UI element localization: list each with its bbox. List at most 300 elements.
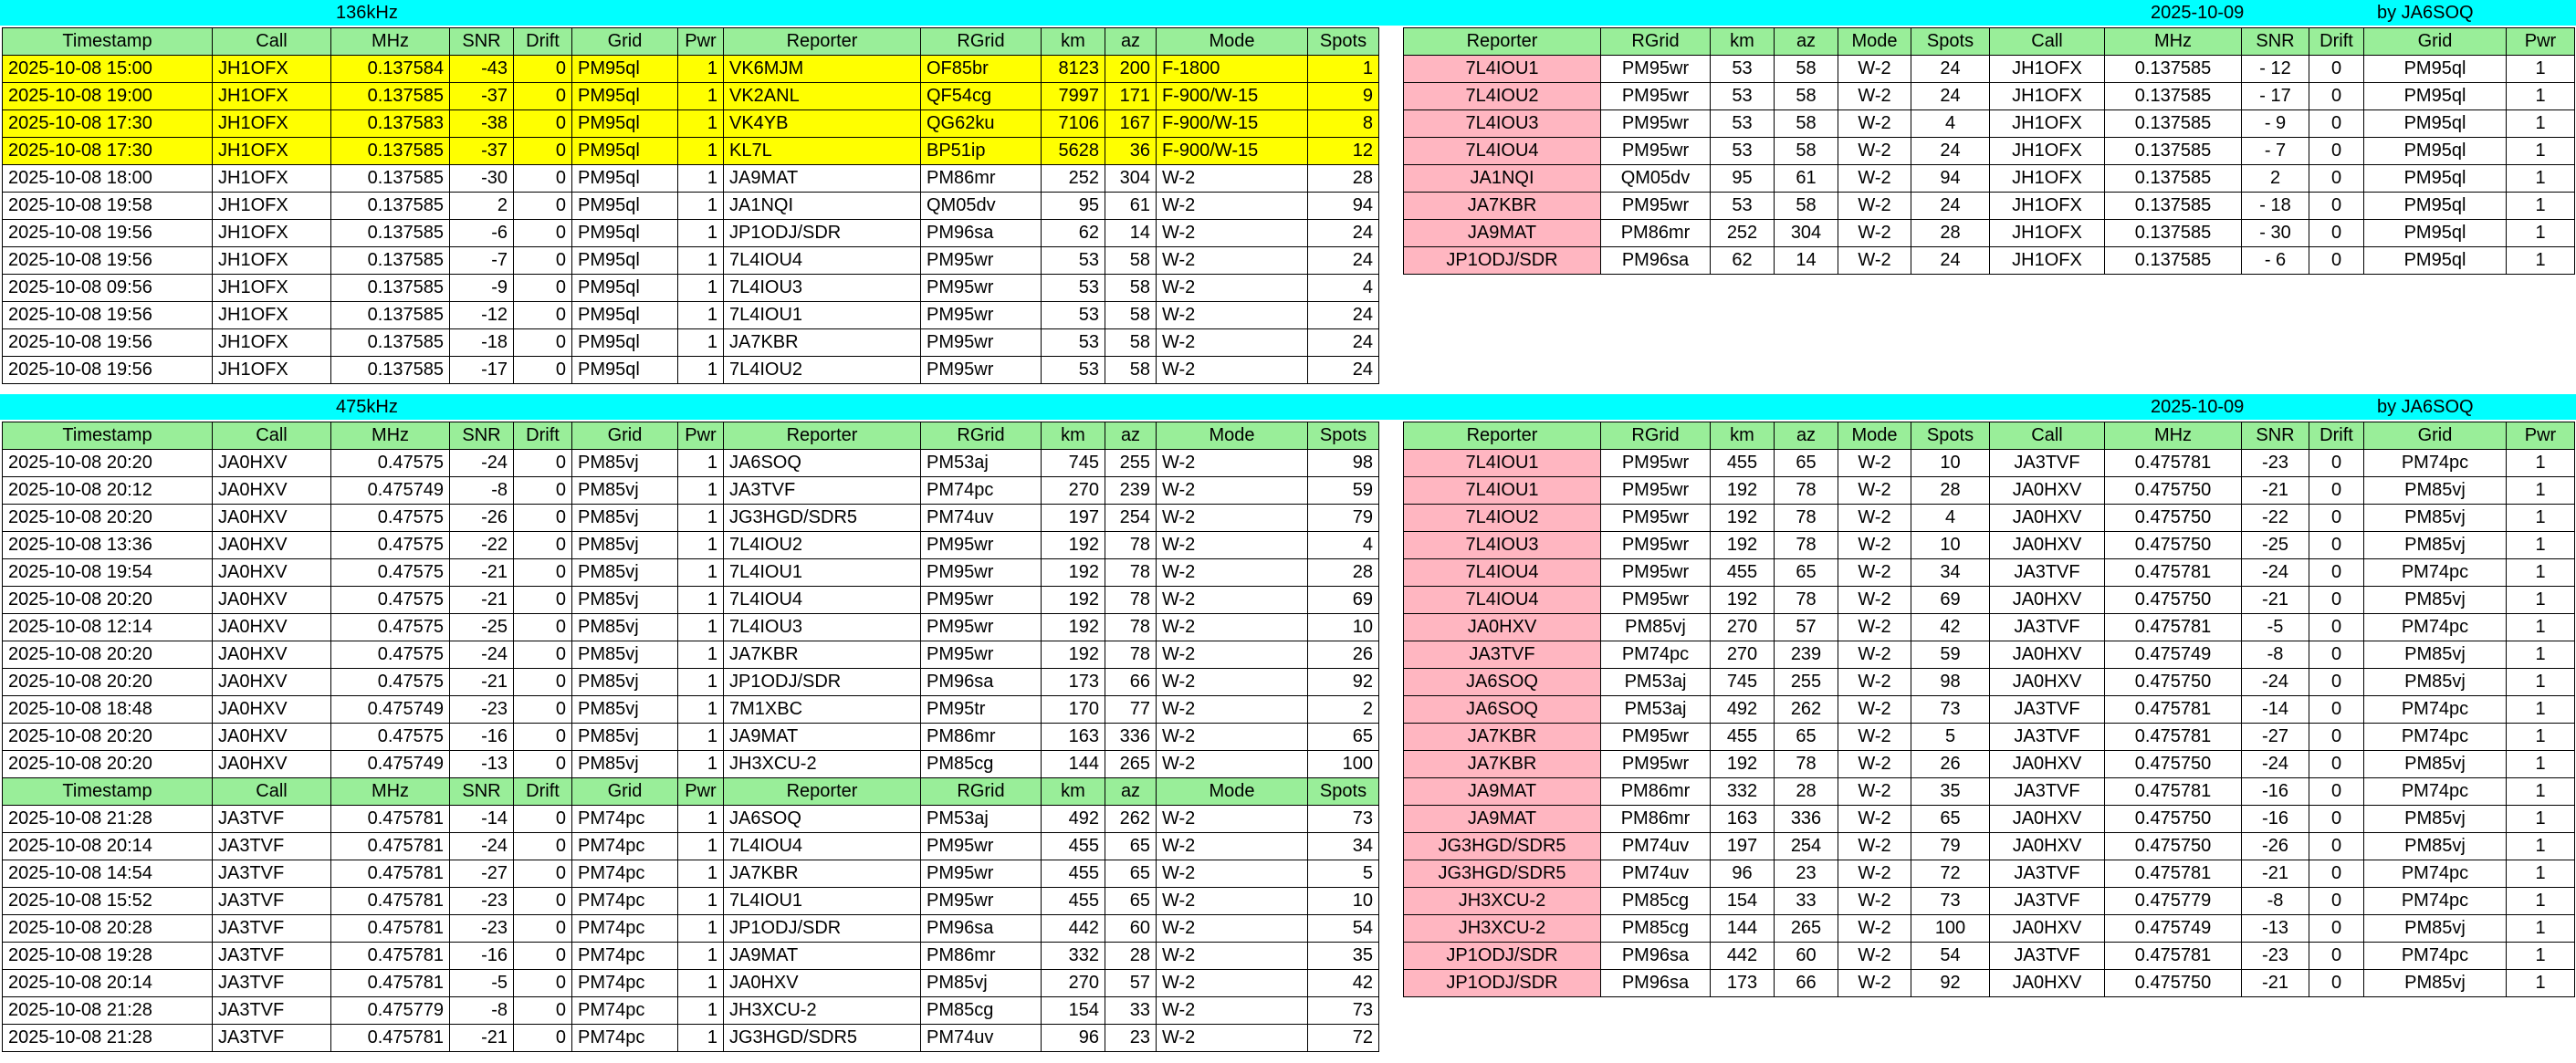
table-cell: PM95ql — [2364, 220, 2507, 247]
table-cell: JA7KBR — [724, 860, 921, 888]
table-cell: 1 — [2507, 696, 2575, 724]
table-cell: W-2 — [1838, 220, 1911, 247]
column-header: km — [1042, 778, 1105, 806]
table-cell: 0 — [514, 357, 572, 384]
table-cell: 7M1XBC — [724, 696, 921, 724]
table-cell: PM53aj — [1601, 696, 1711, 724]
table-cell: -21 — [450, 587, 514, 614]
table-cell: PM85vj — [921, 970, 1042, 997]
table-cell: PM96sa — [921, 669, 1042, 696]
table-cell: 1 — [2507, 477, 2575, 505]
table-cell: PM85vj — [572, 559, 678, 587]
table-cell: W-2 — [1157, 833, 1308, 860]
table-cell: -23 — [2242, 943, 2309, 970]
table-cell: W-2 — [1838, 559, 1911, 587]
table-cell: 36 — [1105, 138, 1157, 165]
table-cell: JA0HXV — [213, 724, 331, 751]
table-cell: VK2ANL — [724, 83, 921, 110]
table-cell: JA6SOQ — [724, 450, 921, 477]
table-cell: JA3TVF — [1990, 450, 2105, 477]
table-cell: 0 — [514, 669, 572, 696]
table-cell: -24 — [2242, 559, 2309, 587]
table-cell: 78 — [1775, 532, 1838, 559]
table-cell: W-2 — [1838, 110, 1911, 138]
table-cell: 0.47575 — [331, 587, 450, 614]
table-cell: JA6SOQ — [1404, 669, 1601, 696]
table-cell: 4 — [1308, 275, 1379, 302]
table-cell: 0.47575 — [331, 559, 450, 587]
table-cell: JA0HXV — [1990, 641, 2105, 669]
table-cell: 170 — [1042, 696, 1105, 724]
table-cell: W-2 — [1157, 669, 1308, 696]
table-cell: 24 — [1911, 247, 1990, 275]
table-cell: 7L4IOU1 — [1404, 477, 1601, 505]
table-cell: PM95wr — [1601, 505, 1711, 532]
table-cell: PM95ql — [572, 357, 678, 384]
table-cell: 28 — [1308, 559, 1379, 587]
table-cell: PM95ql — [572, 138, 678, 165]
table-cell: 336 — [1775, 806, 1838, 833]
table-cell: JG3HGD/SDR5 — [1404, 833, 1601, 860]
table-cell: PM96sa — [1601, 970, 1711, 997]
table-cell: W-2 — [1838, 641, 1911, 669]
table-cell: 239 — [1775, 641, 1838, 669]
reporter-table-136khz — [1403, 27, 2575, 275]
column-header: Mode — [1838, 422, 1911, 450]
table-cell: PM74pc — [2364, 943, 2507, 970]
table-cell: 0 — [514, 614, 572, 641]
table-cell: PM74pc — [2364, 614, 2507, 641]
table-cell: PM85vj — [2364, 532, 2507, 559]
table-cell: 78 — [1775, 587, 1838, 614]
table-cell: PM95wr — [1601, 110, 1711, 138]
table-cell: 60 — [1105, 915, 1157, 943]
table-cell: F-900/W-15 — [1157, 138, 1308, 165]
spots-table-136khz — [2, 27, 1379, 384]
table-cell: 0.475781 — [331, 970, 450, 997]
table-cell: -24 — [450, 833, 514, 860]
table-cell: 154 — [1042, 997, 1105, 1025]
table-cell: 23 — [1105, 1025, 1157, 1052]
table-cell: 1 — [2507, 778, 2575, 806]
table-cell: JA0HXV — [213, 641, 331, 669]
table-cell: PM96sa — [921, 915, 1042, 943]
table-cell: W-2 — [1157, 860, 1308, 888]
table-cell: 1 — [678, 505, 724, 532]
table-cell: 0.47575 — [331, 641, 450, 669]
column-header: Pwr — [678, 778, 724, 806]
table-cell: PM95ql — [572, 329, 678, 357]
table-cell: 0 — [2309, 450, 2364, 477]
table-cell: PM86mr — [1601, 220, 1711, 247]
table-cell: PM74pc — [572, 860, 678, 888]
table-cell: JA0HXV — [1990, 751, 2105, 778]
table-cell: JA0HXV — [213, 505, 331, 532]
table-cell: 24 — [1308, 302, 1379, 329]
table-cell: 62 — [1711, 247, 1775, 275]
table-cell: JH1OFX — [213, 302, 331, 329]
table-cell: -38 — [450, 110, 514, 138]
table-cell: 65 — [1775, 724, 1838, 751]
table-cell: 100 — [1911, 915, 1990, 943]
table-cell: 10 — [1308, 614, 1379, 641]
table-cell: 1 — [678, 888, 724, 915]
table-cell: W-2 — [1157, 329, 1308, 357]
table-cell: 7L4IOU4 — [724, 833, 921, 860]
table-cell: 7L4IOU3 — [724, 614, 921, 641]
table-cell: 455 — [1042, 888, 1105, 915]
table-cell: -8 — [2242, 641, 2309, 669]
table-cell: 7L4IOU4 — [1404, 587, 1601, 614]
table-cell: 35 — [1911, 778, 1990, 806]
table-cell: JA9MAT — [724, 165, 921, 193]
table-cell: PM95ql — [572, 302, 678, 329]
table-cell: 78 — [1105, 532, 1157, 559]
table-cell: W-2 — [1838, 138, 1911, 165]
table-cell: PM74uv — [921, 505, 1042, 532]
table-cell: 1 — [678, 247, 724, 275]
table-cell: PM96sa — [1601, 247, 1711, 275]
table-cell: 10 — [1911, 450, 1990, 477]
table-cell: W-2 — [1157, 696, 1308, 724]
table-cell: 1 — [678, 970, 724, 997]
table-cell: 2025-10-08 17:30 — [3, 138, 213, 165]
table-cell: 0.475779 — [331, 997, 450, 1025]
table-cell: PM95ql — [2364, 83, 2507, 110]
table-cell: 0 — [2309, 751, 2364, 778]
table-row — [1404, 220, 2575, 247]
table-cell: W-2 — [1838, 751, 1911, 778]
column-header: Timestamp — [3, 28, 213, 56]
table-row — [3, 943, 1379, 970]
table-cell: -13 — [2242, 915, 2309, 943]
report-date: 2025-10-09 — [2151, 397, 2245, 417]
table-cell: W-2 — [1838, 56, 1911, 83]
table-cell: PM85vj — [2364, 751, 2507, 778]
table-cell: JH1OFX — [213, 56, 331, 83]
table-cell: 79 — [1911, 833, 1990, 860]
table-row — [3, 751, 1379, 778]
table-cell: 0.475750 — [2105, 751, 2242, 778]
table-row — [3, 138, 1379, 165]
column-header: Spots — [1911, 28, 1990, 56]
table-cell: 1 — [678, 329, 724, 357]
table-row — [3, 1025, 1379, 1052]
column-header: az — [1105, 422, 1157, 450]
table-cell: 0 — [514, 532, 572, 559]
table-cell: 745 — [1042, 450, 1105, 477]
band-bar-475khz — [0, 394, 2576, 420]
column-header: Spots — [1308, 778, 1379, 806]
table-cell: 1 — [2507, 751, 2575, 778]
table-cell: 0.475781 — [2105, 724, 2242, 751]
table-cell: JA7KBR — [724, 641, 921, 669]
table-cell: 265 — [1775, 915, 1838, 943]
table-cell: VK4YB — [724, 110, 921, 138]
table-row — [3, 56, 1379, 83]
table-cell: -17 — [450, 357, 514, 384]
table-cell: 304 — [1105, 165, 1157, 193]
table-cell: 0 — [2309, 587, 2364, 614]
table-cell: PM95wr — [921, 532, 1042, 559]
table-cell: 270 — [1711, 641, 1775, 669]
table-cell: 1 — [678, 696, 724, 724]
table-cell: 0 — [514, 110, 572, 138]
table-cell: 7L4IOU3 — [1404, 110, 1601, 138]
table-cell: 77 — [1105, 696, 1157, 724]
table-cell: 2025-10-08 17:30 — [3, 110, 213, 138]
table-cell: JH1OFX — [1990, 83, 2105, 110]
table-cell: 65 — [1105, 888, 1157, 915]
table-cell: -22 — [2242, 505, 2309, 532]
table-cell: 53 — [1042, 247, 1105, 275]
table-cell: PM95wr — [921, 587, 1042, 614]
table-cell: PM95ql — [2364, 110, 2507, 138]
table-cell: JA7KBR — [1404, 193, 1601, 220]
table-cell: W-2 — [1838, 83, 1911, 110]
table-cell: PM95wr — [1601, 559, 1711, 587]
table-cell: JA3TVF — [213, 997, 331, 1025]
table-cell: -24 — [450, 450, 514, 477]
column-header: Drift — [2309, 422, 2364, 450]
table-cell: -12 — [450, 302, 514, 329]
table-cell: 0.475781 — [331, 806, 450, 833]
table-cell: 1 — [678, 559, 724, 587]
table-cell: F-900/W-15 — [1157, 110, 1308, 138]
table-cell: 65 — [1105, 860, 1157, 888]
table-cell: - 17 — [2242, 83, 2309, 110]
table-cell: - 9 — [2242, 110, 2309, 138]
table-cell: 0.475781 — [2105, 943, 2242, 970]
table-cell: -30 — [450, 165, 514, 193]
table-cell: JA0HXV — [213, 696, 331, 724]
table-cell: 0 — [2309, 915, 2364, 943]
table-cell: PM95wr — [1601, 193, 1711, 220]
table-cell: 0.137585 — [331, 83, 450, 110]
table-cell: PM95wr — [1601, 532, 1711, 559]
table-cell: 0 — [514, 56, 572, 83]
table-cell: -9 — [450, 275, 514, 302]
table-cell: 0.137584 — [331, 56, 450, 83]
table-cell: 53 — [1711, 83, 1775, 110]
table-cell: 0.137585 — [2105, 138, 2242, 165]
table-cell: PM85vj — [2364, 915, 2507, 943]
table-cell: 0.137585 — [331, 357, 450, 384]
band-label: 136kHz — [336, 3, 398, 23]
table-cell: JP1ODJ/SDR — [724, 220, 921, 247]
table-row — [1404, 110, 2575, 138]
table-cell: PM85vj — [572, 477, 678, 505]
table-cell: 54 — [1308, 915, 1379, 943]
table-cell: 0.47575 — [331, 669, 450, 696]
table-cell: 1 — [2507, 532, 2575, 559]
table-cell: JA0HXV — [1990, 587, 2105, 614]
table-cell: 0 — [2309, 970, 2364, 997]
column-header: az — [1105, 28, 1157, 56]
column-header: Pwr — [2507, 422, 2575, 450]
table-cell: 0.47575 — [331, 724, 450, 751]
table-cell: 0 — [2309, 860, 2364, 888]
table-row — [3, 614, 1379, 641]
table-cell: 0 — [514, 83, 572, 110]
column-header: Timestamp — [3, 778, 213, 806]
table-cell: 53 — [1042, 275, 1105, 302]
table-cell: W-2 — [1157, 997, 1308, 1025]
column-header: Pwr — [2507, 28, 2575, 56]
table-cell: 7L4IOU1 — [1404, 450, 1601, 477]
table-cell: PM95wr — [921, 275, 1042, 302]
table-cell: 66 — [1105, 669, 1157, 696]
table-cell: 73 — [1911, 696, 1990, 724]
table-cell: JA0HXV — [1990, 806, 2105, 833]
column-header: Reporter — [724, 422, 921, 450]
table-cell: 239 — [1105, 477, 1157, 505]
table-cell: W-2 — [1838, 943, 1911, 970]
table-cell: 0 — [514, 477, 572, 505]
table-cell: 167 — [1105, 110, 1157, 138]
column-header: Mode — [1838, 28, 1911, 56]
table-cell: 0.475750 — [2105, 477, 2242, 505]
table-cell: 10 — [1308, 888, 1379, 915]
table-cell: BP51ip — [921, 138, 1042, 165]
table-cell: 0.475779 — [2105, 888, 2242, 915]
table-cell: PM53aj — [921, 806, 1042, 833]
table-cell: PM85vj — [572, 532, 678, 559]
table-cell: 455 — [1042, 833, 1105, 860]
table-cell: PM85vj — [2364, 833, 2507, 860]
table-cell: 492 — [1042, 806, 1105, 833]
table-cell: 144 — [1711, 915, 1775, 943]
table-cell: 58 — [1775, 56, 1838, 83]
table-cell: 1 — [2507, 915, 2575, 943]
table-cell: - 7 — [2242, 138, 2309, 165]
column-header: Grid — [2364, 28, 2507, 56]
column-header: Drift — [514, 778, 572, 806]
table-cell: 73 — [1308, 806, 1379, 833]
table-cell: W-2 — [1838, 193, 1911, 220]
table-cell: 192 — [1042, 559, 1105, 587]
table-cell: - 30 — [2242, 220, 2309, 247]
table-cell: 1 — [2507, 83, 2575, 110]
table-cell: 0 — [514, 943, 572, 970]
table-cell: W-2 — [1838, 669, 1911, 696]
column-header: Mode — [1157, 778, 1308, 806]
table-cell: 7L4IOU1 — [724, 559, 921, 587]
table-cell: PM74pc — [1601, 641, 1711, 669]
table-cell: JA3TVF — [213, 806, 331, 833]
table-row — [1404, 56, 2575, 83]
table-cell: PM95wr — [1601, 138, 1711, 165]
table-cell: 455 — [1711, 559, 1775, 587]
table-cell: -5 — [450, 970, 514, 997]
table-cell: 2025-10-08 18:00 — [3, 165, 213, 193]
table-cell: 1 — [678, 193, 724, 220]
table-cell: 65 — [1775, 450, 1838, 477]
table-cell: -5 — [2242, 614, 2309, 641]
table-cell: 53 — [1042, 329, 1105, 357]
table-cell: PM85vj — [2364, 505, 2507, 532]
table-cell: 4 — [1911, 110, 1990, 138]
table-cell: -25 — [450, 614, 514, 641]
table-cell: 154 — [1711, 888, 1775, 915]
table-cell: -26 — [2242, 833, 2309, 860]
table-cell: -22 — [450, 532, 514, 559]
table-cell: JA1NQI — [724, 193, 921, 220]
table-cell: -21 — [450, 669, 514, 696]
table-cell: 1 — [678, 724, 724, 751]
table-cell: 2025-10-08 21:28 — [3, 997, 213, 1025]
table-cell: 2025-10-08 20:20 — [3, 505, 213, 532]
table-cell: 72 — [1911, 860, 1990, 888]
table-cell: PM74pc — [2364, 888, 2507, 915]
table-cell: 0.475781 — [331, 1025, 450, 1052]
table-cell: 1 — [2507, 559, 2575, 587]
table-cell: W-2 — [1157, 943, 1308, 970]
table-cell: PM74pc — [2364, 778, 2507, 806]
table-cell: PM85vj — [1601, 614, 1711, 641]
table-cell: JA3TVF — [213, 970, 331, 997]
table-cell: JH1OFX — [1990, 193, 2105, 220]
table-cell: JA0HXV — [213, 669, 331, 696]
table-cell: 0.137585 — [331, 220, 450, 247]
table-cell: W-2 — [1157, 751, 1308, 778]
table-cell: 58 — [1105, 302, 1157, 329]
column-header: km — [1042, 422, 1105, 450]
table-cell: -24 — [2242, 669, 2309, 696]
table-cell: 1 — [2507, 450, 2575, 477]
table-cell: JH1OFX — [1990, 56, 2105, 83]
column-header: MHz — [331, 28, 450, 56]
table-cell: -21 — [2242, 970, 2309, 997]
table-cell: JH1OFX — [213, 193, 331, 220]
table-cell: QG62ku — [921, 110, 1042, 138]
table-row — [3, 357, 1379, 384]
table-row — [3, 669, 1379, 696]
table-cell: JA0HXV — [213, 751, 331, 778]
table-cell: 92 — [1308, 669, 1379, 696]
table-cell: 0.475781 — [2105, 860, 2242, 888]
report-date: 2025-10-09 — [2151, 3, 2245, 23]
table-cell: 1 — [2507, 724, 2575, 751]
table-cell: JH1OFX — [1990, 247, 2105, 275]
table-cell: 2025-10-08 19:56 — [3, 329, 213, 357]
table-cell: 252 — [1042, 165, 1105, 193]
column-header: RGrid — [1601, 422, 1711, 450]
column-header: Grid — [572, 422, 678, 450]
table-cell: PM85cg — [1601, 915, 1711, 943]
table-cell: -16 — [2242, 806, 2309, 833]
table-row — [3, 532, 1379, 559]
table-cell: PM74pc — [2364, 860, 2507, 888]
table-cell: JA0HXV — [213, 559, 331, 587]
table-cell: 144 — [1042, 751, 1105, 778]
table-cell: 61 — [1775, 165, 1838, 193]
table-cell: 1 — [2507, 138, 2575, 165]
table-cell: 270 — [1711, 614, 1775, 641]
table-cell: JA9MAT — [724, 724, 921, 751]
table-cell: 1 — [678, 165, 724, 193]
table-cell: JA3TVF — [1404, 641, 1601, 669]
table-cell: PM85vj — [2364, 641, 2507, 669]
column-header: Call — [1990, 422, 2105, 450]
table-row — [1404, 532, 2575, 559]
table-cell: 2025-10-08 13:36 — [3, 532, 213, 559]
table-cell: PM95ql — [572, 83, 678, 110]
table-cell: 0 — [514, 641, 572, 669]
table-cell: 0.137585 — [331, 247, 450, 275]
header-row — [3, 778, 1379, 806]
table-cell: 7L4IOU2 — [1404, 83, 1601, 110]
